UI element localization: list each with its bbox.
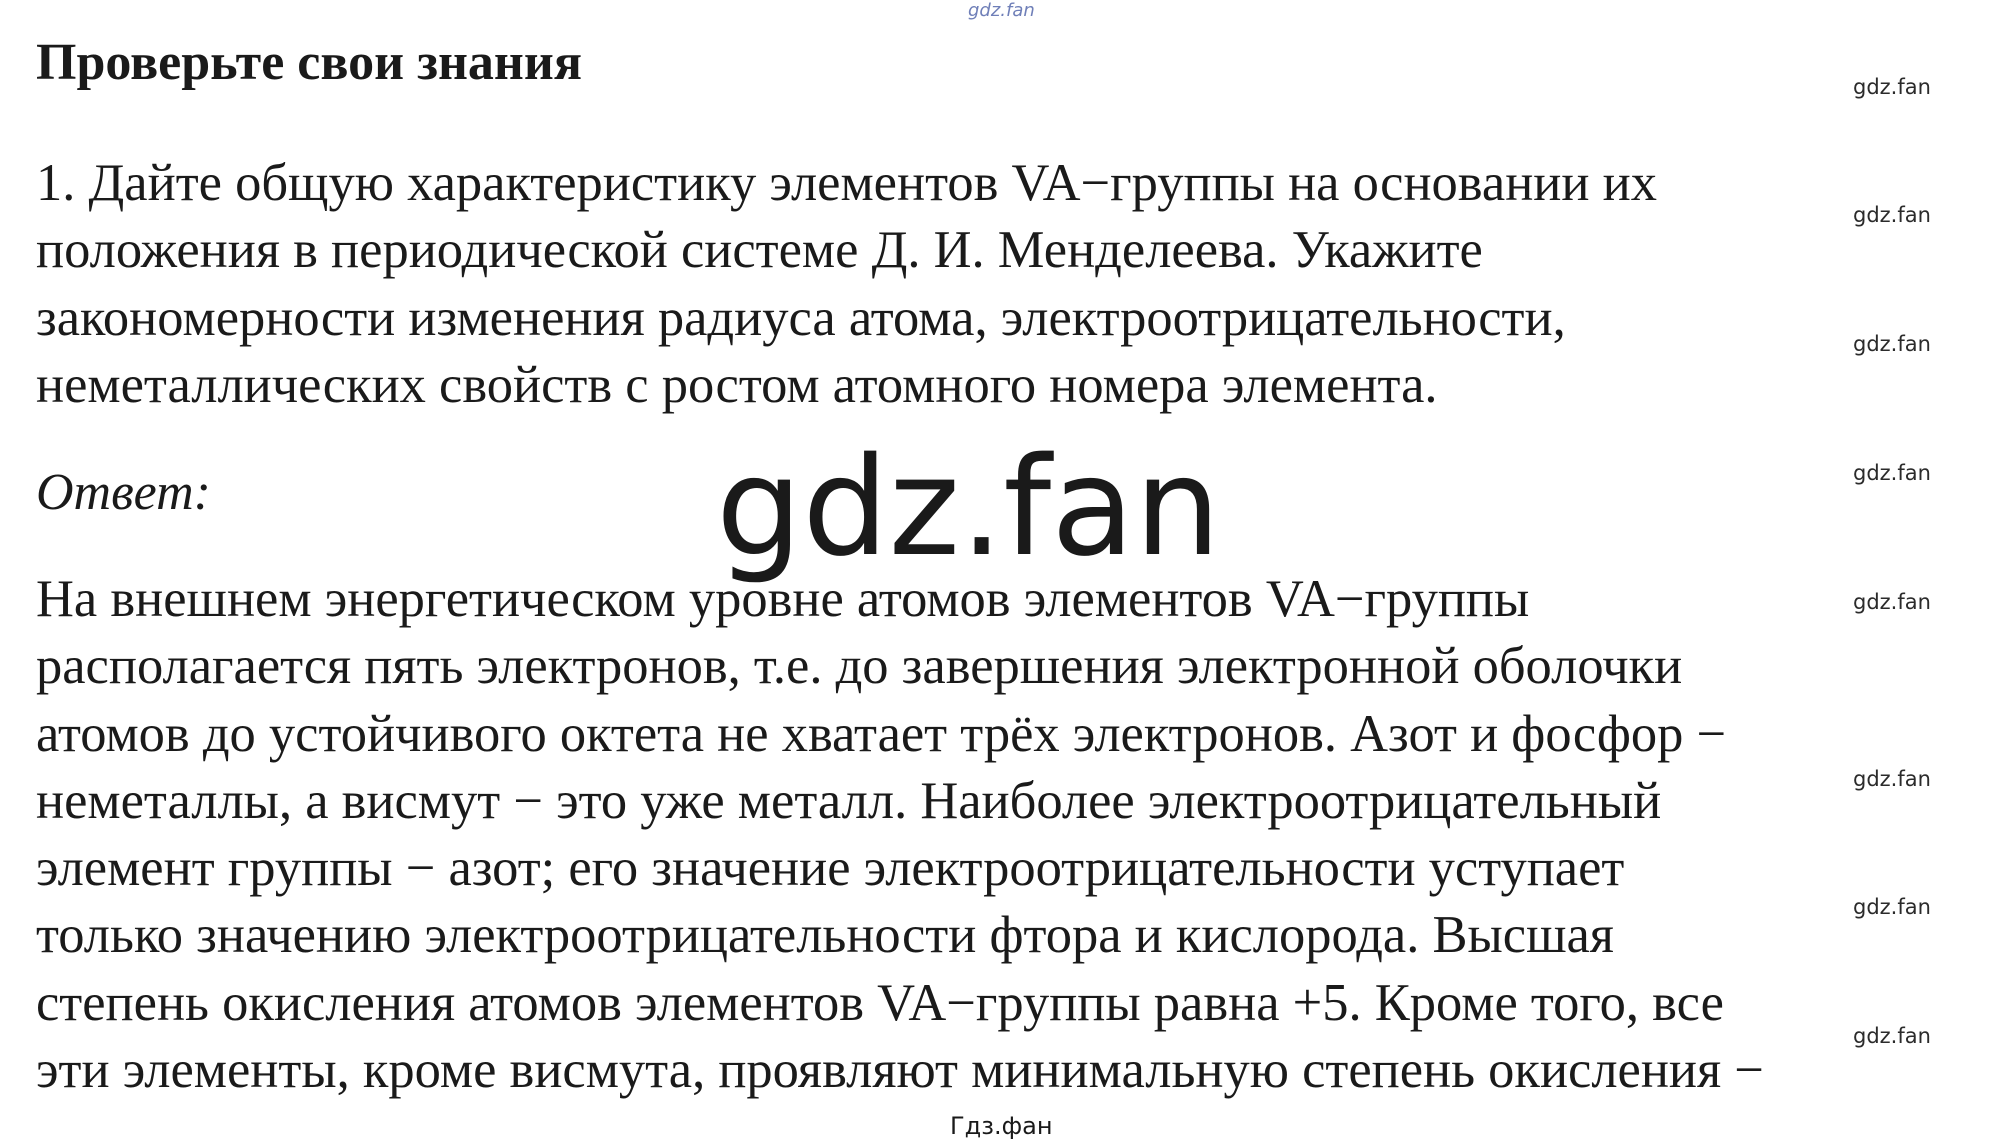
question-line: неметаллических свойств с ростом атомного номера элемента. [36, 355, 1438, 414]
answer-line: эти элементы, кроме висмута, проявляют минимальную степень окисления − [36, 1041, 1764, 1100]
watermark-center: gdz.fan [716, 429, 1221, 587]
answer-line: степень окисления атомов элементов VA−группы равна +5. Кроме того, все [36, 973, 1724, 1032]
question-line: положения в периодической системе Д. И. Менделеева. Укажите [36, 221, 1483, 280]
watermark-side: gdz.fan [1853, 1024, 1931, 1048]
watermark-bottom: Гдз.фан [950, 1112, 1053, 1140]
watermark-side: gdz.fan [1853, 590, 1931, 614]
watermark-side: gdz.fan [1853, 895, 1931, 919]
section-heading: Проверьте свои знания [36, 34, 582, 91]
answer-text [36, 566, 1991, 1104]
watermark-side: gdz.fan [1853, 767, 1931, 791]
answer-label: Ответ: [36, 464, 211, 521]
watermark-top: gdz.fan [968, 0, 1035, 21]
answer-line: На внешнем энергетическом уровне атомов элементов VA−группы [36, 570, 1530, 628]
watermark-side: gdz.fan [1853, 203, 1931, 227]
answer-line: только значению электроотрицательности фтора и кислорода. Высшая [36, 906, 1614, 965]
answer-line: располагается пять электронов, т.е. до завершения электронной оболочки [36, 637, 1683, 696]
question-line: закономерности изменения радиуса атома, электроотрицательности, [36, 288, 1566, 347]
answer-line: неметаллы, а висмут − это уже металл. Наиболее электроотрицательный [36, 771, 1662, 830]
watermark-side: gdz.fan [1853, 332, 1931, 356]
question-text [36, 150, 1991, 419]
watermark-side: gdz.fan [1853, 75, 1931, 99]
answer-line: атомов до устойчивого октета не хватает трёх электронов. Азот и фосфор − [36, 704, 1727, 763]
question-line: 1. Дайте общую характеристику элементов VA−группы на основании их [36, 154, 1657, 212]
watermark-side: gdz.fan [1853, 461, 1931, 485]
answer-line: элемент группы − азот; его значение электроотрицательности уступает [36, 839, 1625, 898]
